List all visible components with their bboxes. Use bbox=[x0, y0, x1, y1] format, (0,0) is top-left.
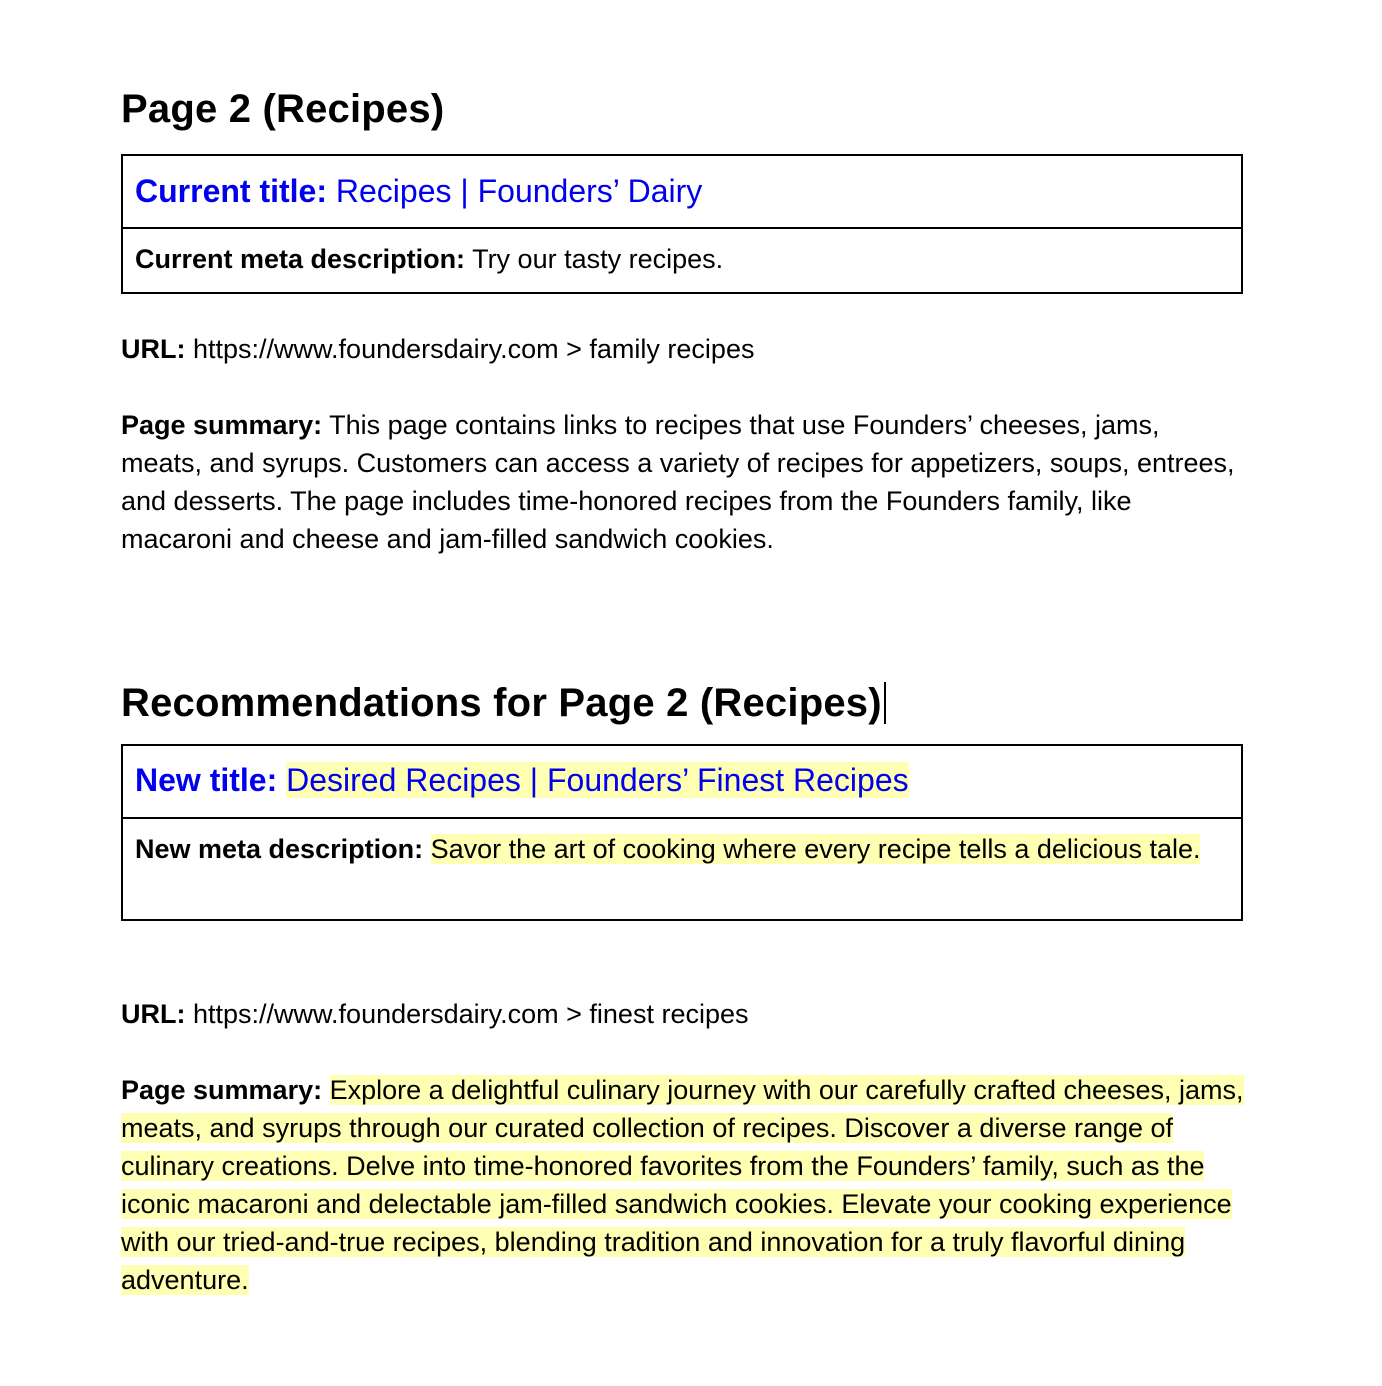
current-url-line[interactable] bbox=[121, 330, 1245, 368]
new-meta-value: Savor the art of cooking where every recipe tells a delicious tale. bbox=[430, 834, 1201, 864]
current-title-label: Current title: bbox=[135, 173, 327, 209]
current-summary-value: This page contains links to recipes that use Founders’ cheeses, jams, meats, and syrups. Customers can access a variety of recipes for appetizers, soups, entrees, and desserts. The page includes time-honored recipes from the Founders family, like macaroni and cheese and jam-filled sandwich cookies. bbox=[121, 410, 1235, 554]
current-seo-table bbox=[121, 154, 1243, 294]
new-summary-value: Explore a delightful culinary journey with our carefully crafted cheeses, jams, meats, and syrups through our curated collection of recipes. Discover a diverse range of culinary creations. Delve into time-honored favorites from the Founders’ family, such as the iconic macaroni and delectable jam-filled sandwich cookies. Elevate your cooking experience with our tried-and-true recipes, blending tradition and innovation for a truly flavorful dining adventure. bbox=[121, 1075, 1244, 1295]
current-title-row[interactable] bbox=[123, 156, 1241, 227]
current-summary-label: Page summary: bbox=[121, 410, 323, 440]
new-url-line[interactable] bbox=[121, 995, 1245, 1033]
current-url-value: https://www.foundersdairy.com > family recipes bbox=[193, 334, 755, 364]
new-title-row[interactable] bbox=[123, 746, 1241, 817]
recommended-seo-table bbox=[121, 744, 1243, 921]
section-heading-recommendations[interactable] bbox=[121, 680, 886, 726]
new-url-value: https://www.foundersdairy.com > finest recipes bbox=[193, 999, 749, 1029]
new-summary-paragraph[interactable] bbox=[121, 1071, 1245, 1299]
current-meta-label: Current meta description: bbox=[135, 244, 466, 274]
text-cursor bbox=[884, 682, 886, 724]
current-url-label: URL: bbox=[121, 334, 186, 364]
new-title-value: Desired Recipes | Founders’ Finest Recipes bbox=[286, 762, 909, 798]
new-summary-label: Page summary: bbox=[121, 1075, 323, 1105]
current-meta-value: Try our tasty recipes. bbox=[472, 244, 724, 274]
recommendations-heading-text: Recommendations for Page 2 (Recipes) bbox=[121, 681, 882, 725]
new-title-label: New title: bbox=[135, 762, 278, 798]
new-url-label: URL: bbox=[121, 999, 186, 1029]
current-summary-paragraph[interactable] bbox=[121, 406, 1245, 558]
section-heading-current[interactable]: Page 2 (Recipes) bbox=[121, 87, 445, 131]
new-meta-label: New meta description: bbox=[135, 834, 424, 864]
current-title-value: Recipes | Founders’ Dairy bbox=[335, 173, 703, 209]
current-meta-row[interactable] bbox=[123, 227, 1241, 292]
new-meta-row[interactable] bbox=[123, 817, 1241, 919]
